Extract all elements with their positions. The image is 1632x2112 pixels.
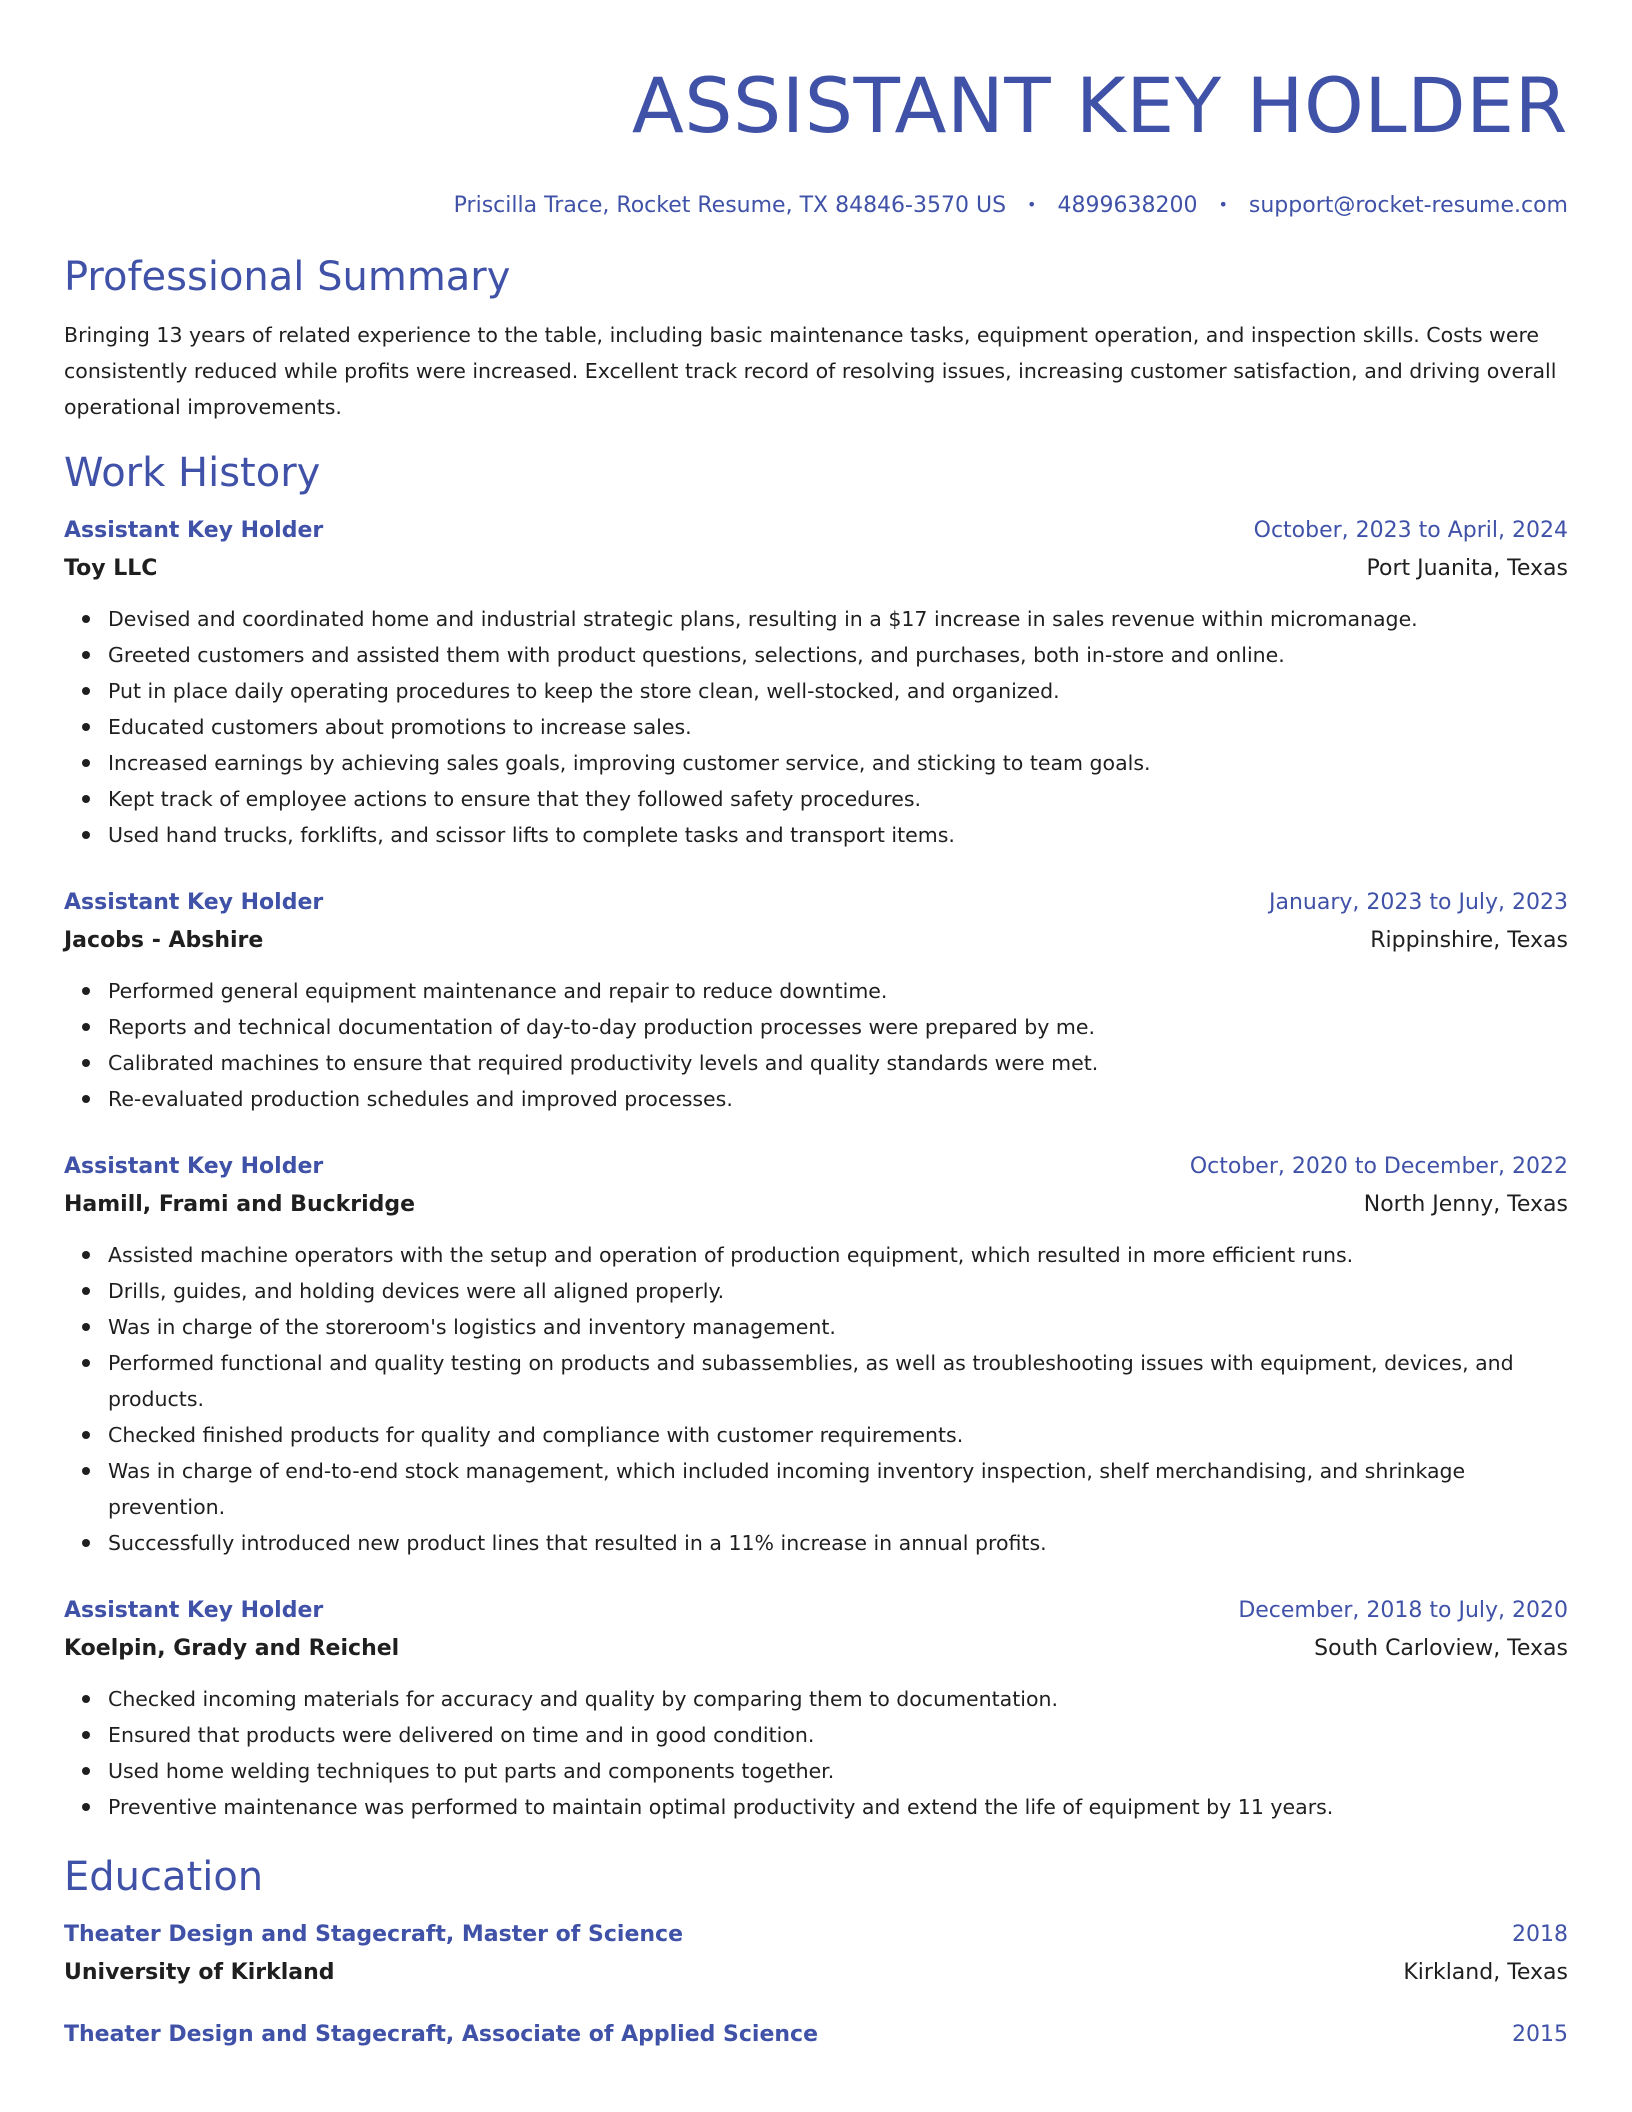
contact-separator: • [1027,195,1037,214]
contact-separator: • [1218,195,1228,214]
job-title: Assistant Key Holder [64,518,324,543]
job-dates: December, 2018 to July, 2020 [1238,1598,1568,1623]
job-bullet: Checked finished products for quality and compliance with customer requirements. [108,1417,1568,1453]
job-location: Rippinshire, Texas [1370,928,1568,953]
job-entry [64,513,1568,853]
summary-text: Bringing 13 years of related experience to the table, including basic maintenance tasks, equipment operation, and inspection skills. Costs were consistently reduced while profits were increased. Excellent track record of resolving issues, increasing customer satisfaction, and driving overall operational improvements. [64,323,1557,419]
education-entry [64,2017,1568,2053]
job-dates: October, 2023 to April, 2024 [1253,518,1568,543]
job-bullet: Reports and technical documentation of day-to-day production processes were prepared by me. [108,1009,1568,1045]
company-name: Jacobs - Abshire [64,928,264,953]
job-bullet: Put in place daily operating procedures to keep the store clean, well-stocked, and organized. [108,673,1568,709]
contact-line [64,190,1568,221]
job-bullet: Preventive maintenance was performed to maintain optimal productivity and extend the life of equipment by 11 years. [108,1789,1568,1825]
job-bullet: Successfully introduced new product lines that resulted in a 11% increase in annual profits. [108,1525,1568,1561]
job-bullet: Used hand trucks, forklifts, and scissor lifts to complete tasks and transport items. [108,817,1568,853]
graduation-year: 2018 [1512,1922,1568,1947]
education-heading: Education [64,1854,264,1900]
job-entry [64,885,1568,1117]
job-title: Assistant Key Holder [64,1598,324,1623]
job-bullet: Performed general equipment maintenance and repair to reduce downtime. [108,973,1568,1009]
job-location: North Jenny, Texas [1363,1192,1568,1217]
job-dates: January, 2023 to July, 2023 [1269,890,1568,915]
degree-name: Theater Design and Stagecraft, Master of Science [64,1922,683,1947]
job-bullet: Used home welding techniques to put parts and components together. [108,1753,1568,1789]
job-bullet: Re-evaluated production schedules and improved processes. [108,1081,1568,1117]
resume-page [64,0,1568,2053]
job-bullet: Was in charge of end-to-end stock management, which included incoming inventory inspection, shelf merchandising, and shrinkage prevention. [108,1453,1568,1525]
job-title: Assistant Key Holder [64,890,324,915]
job-title: Assistant Key Holder [64,1154,324,1179]
job-location: Port Juanita, Texas [1366,556,1568,581]
contact-phone: 4899638200 [1057,193,1198,218]
job-bullet: Calibrated machines to ensure that required productivity levels and quality standards were met. [108,1045,1568,1081]
work-history-list [64,513,1568,1825]
graduation-year: 2015 [1512,2022,1568,2047]
job-bullet: Increased earnings by achieving sales goals, improving customer service, and sticking to team goals. [108,745,1568,781]
degree-name: Theater Design and Stagecraft, Associate of Applied Science [64,2022,819,2047]
job-entry [64,1149,1568,1561]
job-bullet: Educated customers about promotions to increase sales. [108,709,1568,745]
summary-heading: Professional Summary [64,254,511,300]
job-bullet: Devised and coordinated home and industrial strategic plans, resulting in a $17 increase in sales revenue within micromanage. [108,601,1568,637]
education-entry [64,1917,1568,1993]
resume-title: ASSISTANT KEY HOLDER [631,61,1568,150]
job-bullet: Greeted customers and assisted them with product questions, selections, and purchases, both in-store and online. [108,637,1568,673]
job-bullets [64,601,1568,853]
job-bullets [64,973,1568,1117]
job-bullet: Assisted machine operators with the setup and operation of production equipment, which resulted in more efficient runs. [108,1237,1568,1273]
job-bullet: Ensured that products were delivered on time and in good condition. [108,1717,1568,1753]
job-bullet: Kept track of employee actions to ensure that they followed safety procedures. [108,781,1568,817]
job-bullet: Performed functional and quality testing on products and subassemblies, as well as troubleshooting issues with equipment, devices, and products. [108,1345,1568,1417]
company-name: Koelpin, Grady and Reichel [64,1636,400,1661]
school-location: Kirkland, Texas [1403,1960,1568,1985]
contact-email: support@rocket-resume.com [1248,193,1568,218]
contact-address: Priscilla Trace, Rocket Resume, TX 84846-3570 US [453,193,1007,218]
job-bullet: Checked incoming materials for accuracy and quality by comparing them to documentation. [108,1681,1568,1717]
job-dates: October, 2020 to December, 2022 [1189,1154,1568,1179]
job-bullet: Drills, guides, and holding devices were all aligned properly. [108,1273,1568,1309]
job-bullet: Was in charge of the storeroom's logistics and inventory management. [108,1309,1568,1345]
company-name: Hamill, Frami and Buckridge [64,1192,416,1217]
job-bullets [64,1681,1568,1825]
school-name: University of Kirkland [64,1960,335,1985]
work-history-heading: Work History [64,450,321,496]
job-entry [64,1593,1568,1825]
job-bullets [64,1237,1568,1561]
job-location: South Carloview, Texas [1314,1636,1568,1661]
company-name: Toy LLC [64,556,158,581]
